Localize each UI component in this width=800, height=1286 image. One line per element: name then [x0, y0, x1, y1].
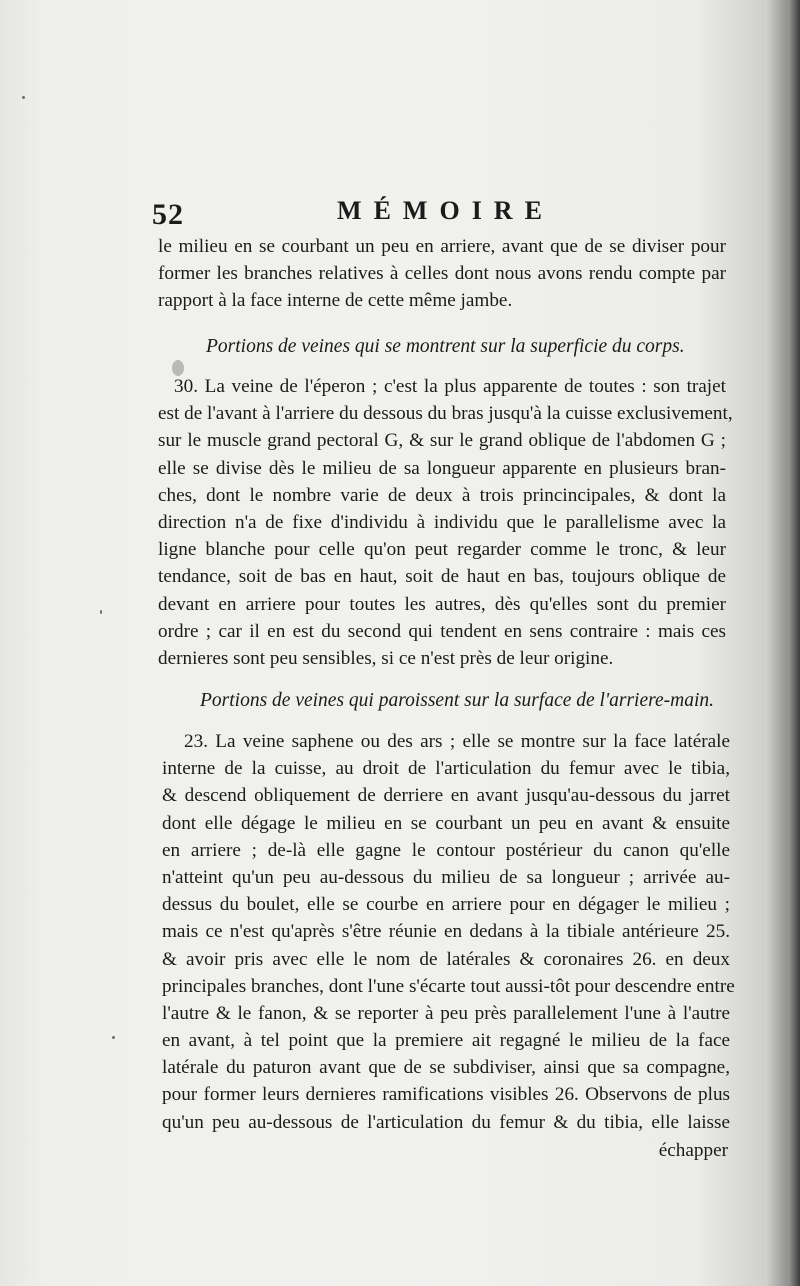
text-line: pour former leurs dernieres ramifications visibles 26. Observons de plus [162, 1084, 730, 1106]
text-line: dernieres sont peu sensibles, si ce n'est près de leur origine. [158, 647, 614, 669]
text-line: en arriere ; de-là elle gagne le contour postérieur du canon qu'elle [162, 839, 730, 861]
continuation-paragraph [158, 233, 726, 315]
text-line: est de l'avant à l'arriere du dessous du bras jusqu'à la cuisse exclusivement, [158, 403, 733, 425]
text-line: & avoir pris avec elle le nom de latérales & coronaires 26. en deux [162, 948, 730, 970]
text-line: interne de la cuisse, au droit de l'articulation du femur avec le tibia, [162, 758, 730, 780]
paragraph-23 [162, 728, 735, 1136]
text-line: direction n'a de fixe d'individu à individu que le parallelisme avec la [158, 511, 726, 533]
text-line: ordre ; car il en est du second qui tendent en sens contraire : mais ces [158, 620, 726, 642]
text-line: sur le muscle grand pectoral G, & sur le grand oblique de l'abdomen G ; [158, 430, 726, 452]
running-title: MÉMOIRE [337, 196, 554, 225]
page-number: 52 [152, 198, 184, 231]
text-line: ligne blanche pour celle qu'on peut regarder comme le tronc, & leur [158, 539, 726, 561]
text-line: dont elle dégage le milieu en se courbant un peu en avant & ensuite [162, 812, 730, 834]
text-line: qu'un peu au-dessous de l'articulation du femur & du tibia, elle laisse [162, 1111, 730, 1133]
catchword: échapper [658, 1140, 728, 1161]
text-line: & descend obliquement de derriere en avant jusqu'au-dessous du jarret [162, 785, 730, 807]
text-line: 23. La veine saphene ou des ars ; elle se montre sur la face latérale [184, 731, 730, 752]
text-line: ches, dont le nombre varie de deux à trois princincipales, & dont la [158, 484, 726, 506]
text-line: former les branches relatives à celles dont nous avons rendu compte par [158, 263, 726, 285]
page-header [152, 196, 727, 236]
section-heading-body-veins: Portions de veines qui se montrent sur la superficie du corps. [206, 336, 685, 357]
text-line: devant en arriere pour toutes les autres, dès qu'elles sont du premier [158, 593, 726, 615]
text-line: dessus du boulet, elle se courbe en arriere pour en dégager le milieu ; [162, 894, 730, 916]
section-heading-hindquarter-veins: Portions de veines qui paroissent sur la surface de l'arriere-main. [200, 690, 715, 711]
text-line: principales branches, dont l'une s'écarte tout aussi-tôt pour descendre entre [162, 975, 735, 997]
paragraph-30 [158, 373, 733, 672]
text-line: rapport à la face interne de cette même jambe. [158, 290, 513, 312]
text-line: tendance, soit de bas en haut, soit de haut en bas, toujours oblique de [158, 566, 726, 588]
text-line: le milieu en se courbant un peu en arriere, avant que de se diviser pour [158, 236, 726, 257]
page-edge-shadow [788, 0, 800, 1286]
text-line: elle se divise dès le milieu de sa longueur apparente en plusieurs bran- [158, 457, 726, 479]
text-line: l'autre & le fanon, & se reporter à peu près parallelement l'une à l'autre [162, 1002, 730, 1024]
text-line: latérale du paturon avant que de se subdiviser, ainsi que sa compagne, [162, 1057, 730, 1079]
text-line: en avant, à tel point que la premiere ait regagné le milieu de la face [162, 1030, 730, 1052]
text-line: mais ce n'est qu'après s'être réunie en dedans à la tibiale antérieure 25. [162, 921, 730, 943]
text-line: n'atteint qu'un peu au-dessous du milieu de sa longueur ; arrivée au- [162, 866, 730, 888]
text-line: 30. La veine de l'éperon ; c'est la plus apparente de toutes : son trajet [174, 376, 726, 397]
